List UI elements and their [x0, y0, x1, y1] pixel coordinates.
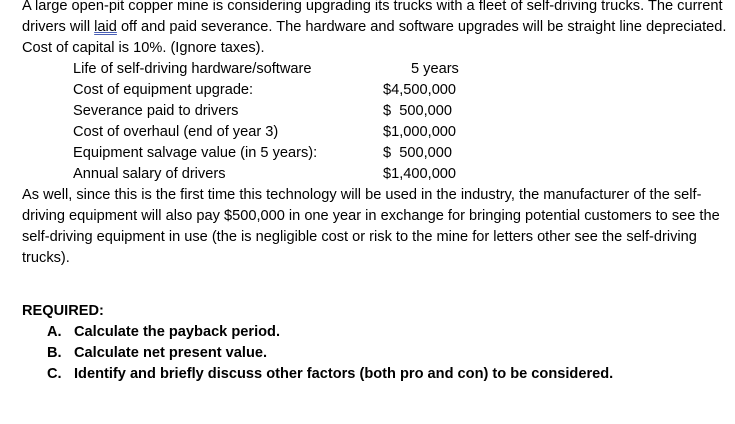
table-row-label: Severance paid to drivers [73, 103, 239, 119]
table-row-value: $ 500,000 [383, 103, 452, 119]
table-row [73, 59, 466, 80]
table-row-value: $1,000,000 [383, 124, 457, 140]
intro-text-end: off and paid severance. The hardware and software upgrades will be straight line depreciated. Cost of capital is 10%. (Ignore taxes). [22, 19, 727, 56]
table-row-label: Cost of equipment upgrade: [73, 82, 254, 98]
list-item-letter: B. [47, 345, 62, 361]
list-item-text: Calculate net present value. [74, 345, 268, 361]
document [22, 0, 727, 385]
list-item-text: Calculate the payback period. [74, 324, 281, 340]
intro-paragraph [22, 0, 727, 59]
table-row [73, 101, 466, 122]
list-item-letter: C. [47, 366, 62, 382]
table-row [73, 80, 466, 101]
intro-text-start: A large open-pit copper mine is considering upgrading its trucks with a fleet of self-driving trucks. The current drivers will [22, 0, 723, 35]
required-heading: REQUIRED: [22, 303, 104, 319]
table-row-label: Annual salary of drivers [73, 166, 226, 182]
table-row [73, 164, 466, 185]
table-row-value: $ 500,000 [383, 145, 452, 161]
table-row-value: $4,500,000 [383, 82, 457, 98]
list-item [22, 322, 727, 343]
table-row [73, 122, 466, 143]
table-row-value: $1,400,000 [383, 166, 457, 182]
table-row-value: 5 years [411, 61, 459, 77]
spacer [22, 269, 727, 301]
table-row-label: Cost of overhaul (end of year 3) [73, 124, 279, 140]
intro-underlined-word: laid [94, 19, 117, 35]
table-row-label: Equipment salvage value (in 5 years): [73, 145, 318, 161]
assumptions-table [73, 59, 466, 185]
list-item [22, 364, 727, 385]
list-item-letter: A. [47, 324, 62, 340]
list-item-text: Identify and briefly discuss other factors (both pro and con) to be considered. [74, 366, 614, 382]
list-item [22, 343, 727, 364]
table-row-label: Life of self-driving hardware/software [73, 61, 312, 77]
required-list [22, 322, 727, 385]
table-row [73, 143, 466, 164]
note-paragraph: As well, since this is the first time this technology will be used in the industry, the manufacturer of the self-driving equipment will also pay $500,000 in one year in exchange for bringing potential customers to see the self-driving equipment in use (the is negligible cost or risk to the mine for letters other see the self-driving trucks). [22, 187, 720, 266]
